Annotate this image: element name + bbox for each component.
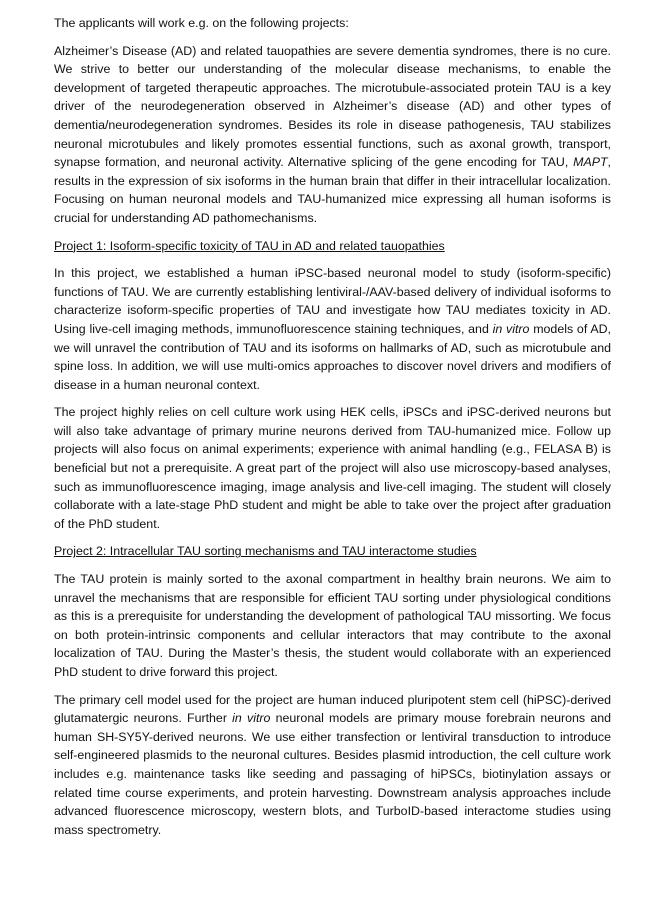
project1-paragraph-2: The project highly relies on cell culture work using HEK cells, iPSCs and iPSC-derived neurons but will also take advantage of primary murine neurons derived from TAU-humanized mice. Follow up projects will also focus on animal experiments; experience with animal handling (e.g., FELASA B) is beneficial but not a prerequisite. A great part of the project will also use microscopy-based analyses, such as immunofluorescence imaging, image analysis and live-cell imaging. The student will closely collaborate with a late-stage PhD student and might be able to take over the project after graduation of the PhD student. <box>54 405 611 531</box>
project2-heading: Project 2: Intracellular TAU sorting mechanisms and TAU interactome studies <box>54 544 477 559</box>
project2-paragraph-2 <box>54 691 611 840</box>
project2-p2-part2: neuronal models are primary mouse forebrain neurons and human SH-SY5Y-derived neurons. We use either transfection or lentiviral transduction to introduce self-engineered plasmids to the neuronal cultures. Besides plasmid introduction, the cell culture work includes e.g. maintenance tasks like seeding and passaging of hiPSCs, biotinylation assays or related time course experiments, and protein harvesting. Downstream analysis approaches include advanced fluorescence microscopy, western blots, and TurboID-based interactome studies using mass spectrometry. <box>54 711 611 837</box>
background-paragraph <box>54 42 611 228</box>
project2-p2-italic: in vitro <box>232 711 271 726</box>
gene-name: MAPT <box>573 155 608 170</box>
project1-heading: Project 1: Isoform-specific toxicity of TAU in AD and related tauopathies <box>54 238 445 253</box>
background-text-part2: , results in the expression of six isoforms in the human brain that differ in their intracellular localization. Focusing on human neuronal models and TAU-humanized mice expressing all human isoforms is crucial for understanding AD pathomechanisms. <box>54 155 611 225</box>
project1-paragraph-1 <box>54 264 611 394</box>
project1-p1-part1: In this project, we established a human iPSC-based neuronal model to study (isoform-specific) functions of TAU. We are currently establishing lentiviral-/AAV-based delivery of individual isoforms to characterize isoform-specific properties of TAU and investigate how TAU mediates toxicity in AD. Using live-cell imaging methods, immunofluorescence staining techniques, and <box>54 266 611 336</box>
project2-p2-part1: The primary cell model used for the project are human induced pluripotent stem cell (hiPSC)-derived glutamatergic neurons. Further <box>54 692 611 726</box>
intro-text: The applicants will work e.g. on the following projects: <box>54 16 349 30</box>
project1-p1-italic: in vitro <box>492 321 530 336</box>
document-page <box>54 14 611 848</box>
background-text-part1: Alzheimer’s Disease (AD) and related tauopathies are severe dementia syndromes, there is no cure. We strive to better our understanding of the molecular disease mechanisms, to enable the development of targeted therapeutic approaches. The microtubule-associated protein TAU is a key driver of the neurodegeneration observed in Alzheimer’s disease (AD) and other types of dementia/neurodegeneration syndromes. Besides its role in disease pathogenesis, TAU stabilizes neuronal microtubules and likely promotes essential functions, such as axonal growth, transport, synapse formation, and neuronal activity. Alternative splicing of the gene encoding for TAU, <box>54 43 611 170</box>
project1-p1-part2: models of AD, we will unravel the contribution of TAU and its isoforms on hallmarks of AD, such as microtubule and spine loss. In addition, we will use multi-omics approaches to discover novel drivers and modifiers of disease in a human neuronal context. <box>54 321 612 392</box>
project2-paragraph-1: The TAU protein is mainly sorted to the axonal compartment in healthy brain neurons. We aim to unravel the mechanisms that are responsible for efficient TAU sorting under physiological conditions as this is a prerequisite for understanding the development of pathological TAU missorting. We focus on both protein-intrinsic components and cellular interactors that may contribute to the axonal localization of TAU. During the Master’s thesis, the student would collaborate with an experienced PhD student to drive forward this project. <box>54 572 611 679</box>
